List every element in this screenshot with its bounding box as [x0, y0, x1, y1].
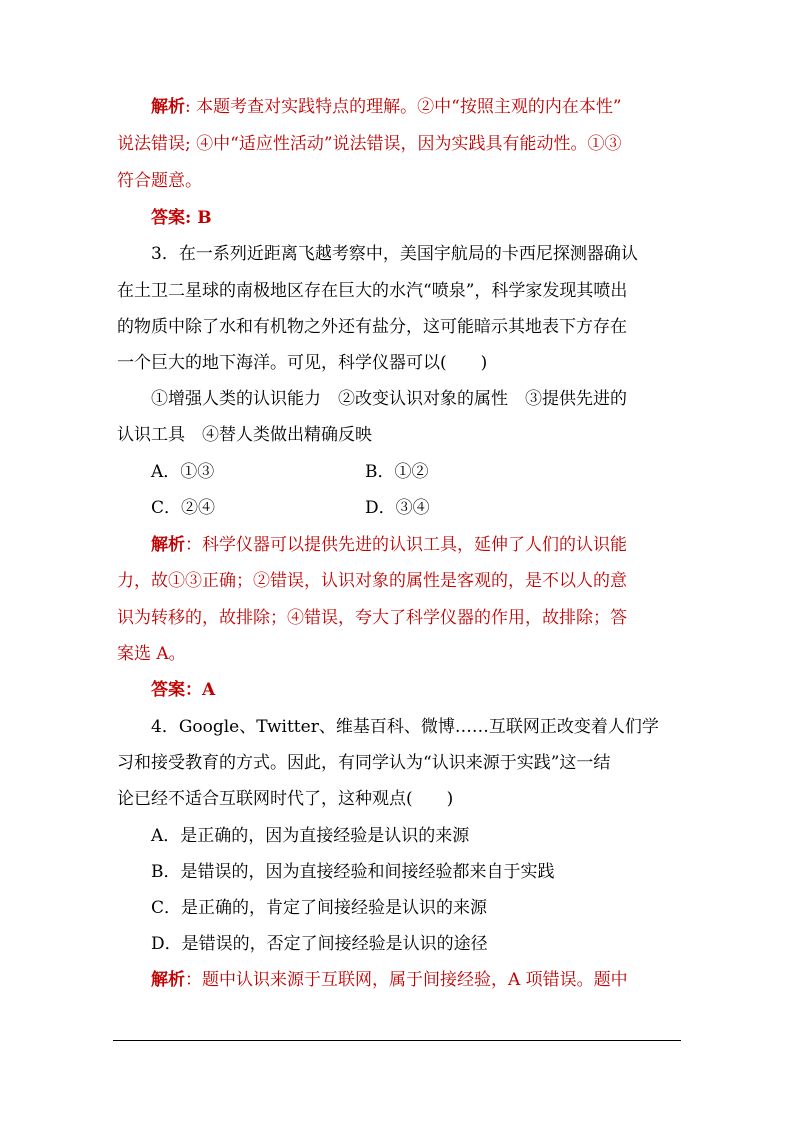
answer-value: ：A [185, 680, 216, 700]
analysis-line: 解析: 本题考查对实践特点的理解。②中“按照主观的内在本性” [151, 97, 622, 117]
analysis-line: 识为转移的，故排除；④错误，夸大了科学仪器的作用，故排除；答 [117, 608, 627, 628]
q3-stem-line: 在土卫二星球的南极地区存在巨大的水汽“喷泉”，科学家发现其喷出 [117, 281, 628, 301]
q4-option-b: B．是错误的，因为直接经验和间接经验都来自于实践 [151, 862, 555, 882]
analysis-line: 力，故①③正确；②错误，认识对象的属性是客观的，是不以人的意 [117, 571, 627, 591]
q4-stem-line: 论已经不适合互联网时代了，这种观点( ) [117, 789, 454, 809]
answer-label: 答案 [151, 208, 185, 228]
q3-items-line: ①增强人类的认识能力 ②改变认识对象的属性 ③提供先进的 [151, 389, 627, 409]
answer-line [151, 208, 212, 228]
analysis-line: 案选 A。 [117, 644, 186, 664]
q4-option-a: A．是正确的，因为直接经验是认识的来源 [151, 826, 470, 846]
answer-line [151, 680, 215, 700]
q3-option-c: C．②④ [151, 498, 216, 518]
answer-value: : B [185, 208, 212, 228]
analysis-label: 解析 [151, 970, 185, 990]
analysis-line: 符合题意。 [117, 171, 202, 191]
q4-stem-line: 习和接受教育的方式。因此，有同学认为“认识来源于实践”这一结 [117, 753, 611, 773]
analysis-label: 解析 [151, 535, 185, 555]
q3-stem-line: 3．在一系列近距离飞越考察中，美国宇航局的卡西尼探测器确认 [151, 244, 638, 264]
q3-option-a: A．①③ [151, 462, 215, 482]
analysis-line: 解析：科学仪器可以提供先进的认识工具，延伸了人们的认识能 [151, 535, 627, 555]
q3-stem-line: 一个巨大的地下海洋。可见，科学仪器可以( ) [117, 353, 488, 373]
q4-stem-line: 4．Google、Twitter、维基百科、微博……互联网正改变着人们学 [151, 717, 659, 737]
analysis-line: 解析：题中认识来源于互联网，属于间接经验，A 项错误。题中 [151, 970, 628, 990]
analysis-line: 说法错误; ④中“适应性活动”说法错误，因为实践具有能动性。①③ [117, 134, 622, 154]
q3-items-line: 认识工具 ④替人类做出精确反映 [117, 425, 372, 445]
q3-stem-line: 的物质中除了水和有机物之外还有盐分，这可能暗示其地表下方存在 [117, 317, 627, 337]
footer-rule [113, 1040, 681, 1041]
q4-option-c: C．是正确的，肯定了间接经验是认识的来源 [151, 898, 488, 918]
q3-option-d: D．③④ [365, 498, 430, 518]
analysis-label: 解析 [151, 97, 185, 117]
q4-option-d: D．是错误的，否定了间接经验是认识的途径 [151, 934, 488, 954]
q3-option-b: B．①② [365, 462, 429, 482]
answer-label: 答案 [151, 680, 185, 700]
